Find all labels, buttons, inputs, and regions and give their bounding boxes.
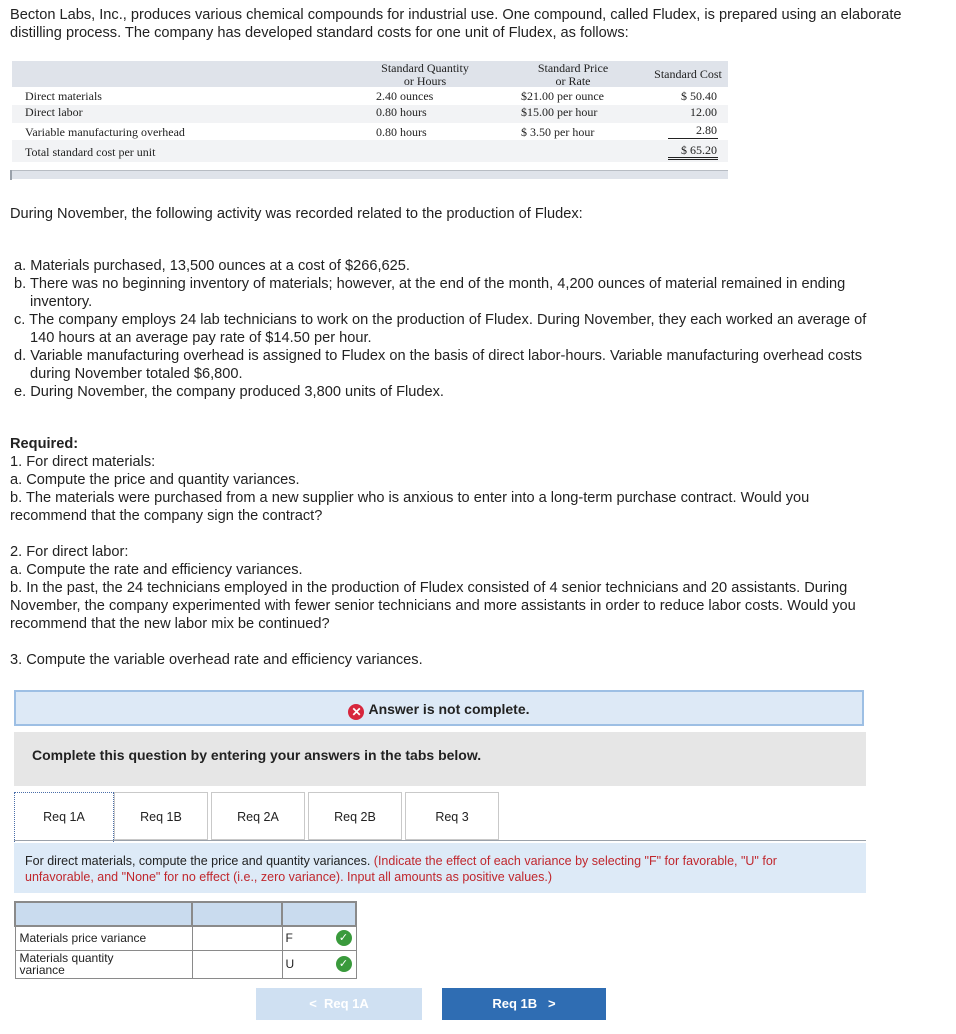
total-rule-1 (668, 157, 718, 158)
tab-req-1a[interactable]: Req 1A (14, 792, 114, 842)
req-q2a: a. Compute the rate and efficiency variances. (10, 562, 303, 578)
std-cost-header: Standard Cost (654, 67, 722, 81)
std-label-voh: Variable manufacturing overhead (25, 125, 185, 139)
prev-button[interactable] (256, 988, 422, 1020)
req-q2b-cont-2: recommend that the new labor mix be continued? (10, 616, 330, 632)
activity-c: c. The company employs 24 lab technicians to work on the production of Fludex. During November, they each worked an average of (14, 312, 867, 328)
required-heading: Required: (10, 436, 79, 452)
req-q1b: b. The materials were purchased from a new supplier who is anxious to enter into a long-term purchase contract. Would you (10, 490, 810, 506)
row-label: Materials quantity variance (15, 950, 192, 978)
intro-text: Becton Labs, Inc., produces various chemical compounds for industrial use. One compound, called Fludex, is prepared using an elaborate distilling process. The company has developed standard costs for one unit of Fludex, as follows: (10, 7, 902, 41)
amount-input[interactable] (192, 926, 282, 950)
req-q2b-cont: November, the company experimented with fewer senior technicians and more assistants in order to reduce labor costs. Would you (10, 598, 856, 614)
total-rule-2 (668, 159, 718, 160)
complete-prompt: Complete this question by entering your answers in the tabs below. (32, 747, 482, 763)
std-cost-voh: 2.80 (696, 123, 717, 137)
std-qty-dm: 2.40 ounces (376, 89, 434, 103)
std-qty-header: Standard Quantity (381, 61, 469, 75)
std-total-cost: $ 65.20 (681, 143, 717, 157)
std-price-header-2: or Rate (555, 74, 591, 88)
activity-b-cont: inventory. (30, 294, 93, 310)
instruction-note: (Indicate the effect of each variance by selecting "F" for favorable, "U" for unfavorable, and "None" for no effect (i.e., zero variance). Input all amounts as positive values.) (25, 854, 777, 884)
instruction-box (14, 843, 866, 893)
activity-a: a. Materials purchased, 13,500 ounces at a cost of $266,625. (14, 258, 410, 274)
std-price-dm: $21.00 per ounce (521, 89, 604, 103)
chevron-left-icon: < (309, 996, 317, 1011)
answer-table (14, 901, 357, 979)
chevron-right-icon: > (548, 996, 556, 1011)
answer-status-banner (14, 690, 864, 726)
prev-label: Req 1A (324, 996, 369, 1011)
row-label: Materials price variance (15, 926, 192, 950)
std-label-dl: Direct labor (25, 105, 83, 119)
activity-d: d. Variable manufacturing overhead is assigned to Fludex on the basis of direct labor-hours. Variable manufacturing overhead costs (14, 348, 862, 364)
activity-b: b. There was no beginning inventory of materials; however, at the end of the month, 4,200 ounces of material remained in ending (14, 276, 846, 292)
banner-text: Answer is not complete. (368, 701, 530, 717)
table-row (15, 926, 356, 950)
std-qty-header-2: or Hours (403, 74, 447, 88)
check-icon: ✓ (336, 956, 352, 972)
std-cost-dl: 12.00 (690, 105, 717, 119)
req-q1b-cont: recommend that the company sign the contract? (10, 508, 323, 524)
subtotal-rule (668, 138, 718, 139)
std-price-dl: $15.00 per hour (521, 105, 598, 119)
next-button[interactable] (442, 988, 606, 1020)
req-q3: 3. Compute the variable overhead rate and efficiency variances. (10, 652, 423, 668)
activity-d-cont: during November totaled $6,800. (30, 366, 243, 382)
effect-select[interactable] (282, 926, 356, 950)
instruction-text: For direct materials, compute the price and quantity variances. (25, 854, 371, 868)
tab-req-1b[interactable]: Req 1B (114, 792, 208, 840)
req-q1a: a. Compute the price and quantity variances. (10, 472, 300, 488)
activity-c-cont: 140 hours at an average pay rate of $14.50 per hour. (30, 330, 372, 346)
req-q2b: b. In the past, the 24 technicians employed in the production of Fludex consisted of 4 senior technicians and 20 assistants. During (10, 580, 848, 596)
std-total-label: Total standard cost per unit (25, 145, 156, 159)
std-price-header: Standard Price (537, 61, 609, 75)
std-row (12, 87, 728, 105)
error-x-icon: ✕ (348, 704, 364, 720)
table-row (15, 950, 356, 978)
activity-e: e. During November, the company produced 3,800 units of Fludex. (14, 384, 444, 400)
std-row (12, 105, 728, 123)
effect-value: F (285, 931, 293, 946)
std-label-dm: Direct materials (25, 89, 102, 103)
check-icon: ✓ (336, 930, 352, 946)
tab-req-2a[interactable]: Req 2A (211, 792, 305, 840)
tab-req-2b[interactable]: Req 2B (308, 792, 402, 840)
amount-input[interactable] (192, 950, 282, 978)
effect-value: U (285, 957, 295, 971)
effect-select[interactable] (282, 950, 356, 978)
std-price-voh: $ 3.50 per hour (521, 125, 595, 139)
answer-table-header (15, 902, 356, 926)
req-q1: 1. For direct materials: (10, 454, 156, 470)
complete-prompt-box (14, 732, 866, 786)
next-label: Req 1B (492, 996, 538, 1011)
activity-intro: During November, the following activity was recorded related to the production of Fludex: (10, 206, 583, 222)
req-q2: 2. For direct labor: (10, 544, 129, 560)
std-cost-dm: $ 50.40 (681, 89, 717, 103)
tab-req-3[interactable]: Req 3 (405, 792, 499, 840)
std-qty-dl: 0.80 hours (376, 105, 427, 119)
std-qty-voh: 0.80 hours (376, 125, 427, 139)
